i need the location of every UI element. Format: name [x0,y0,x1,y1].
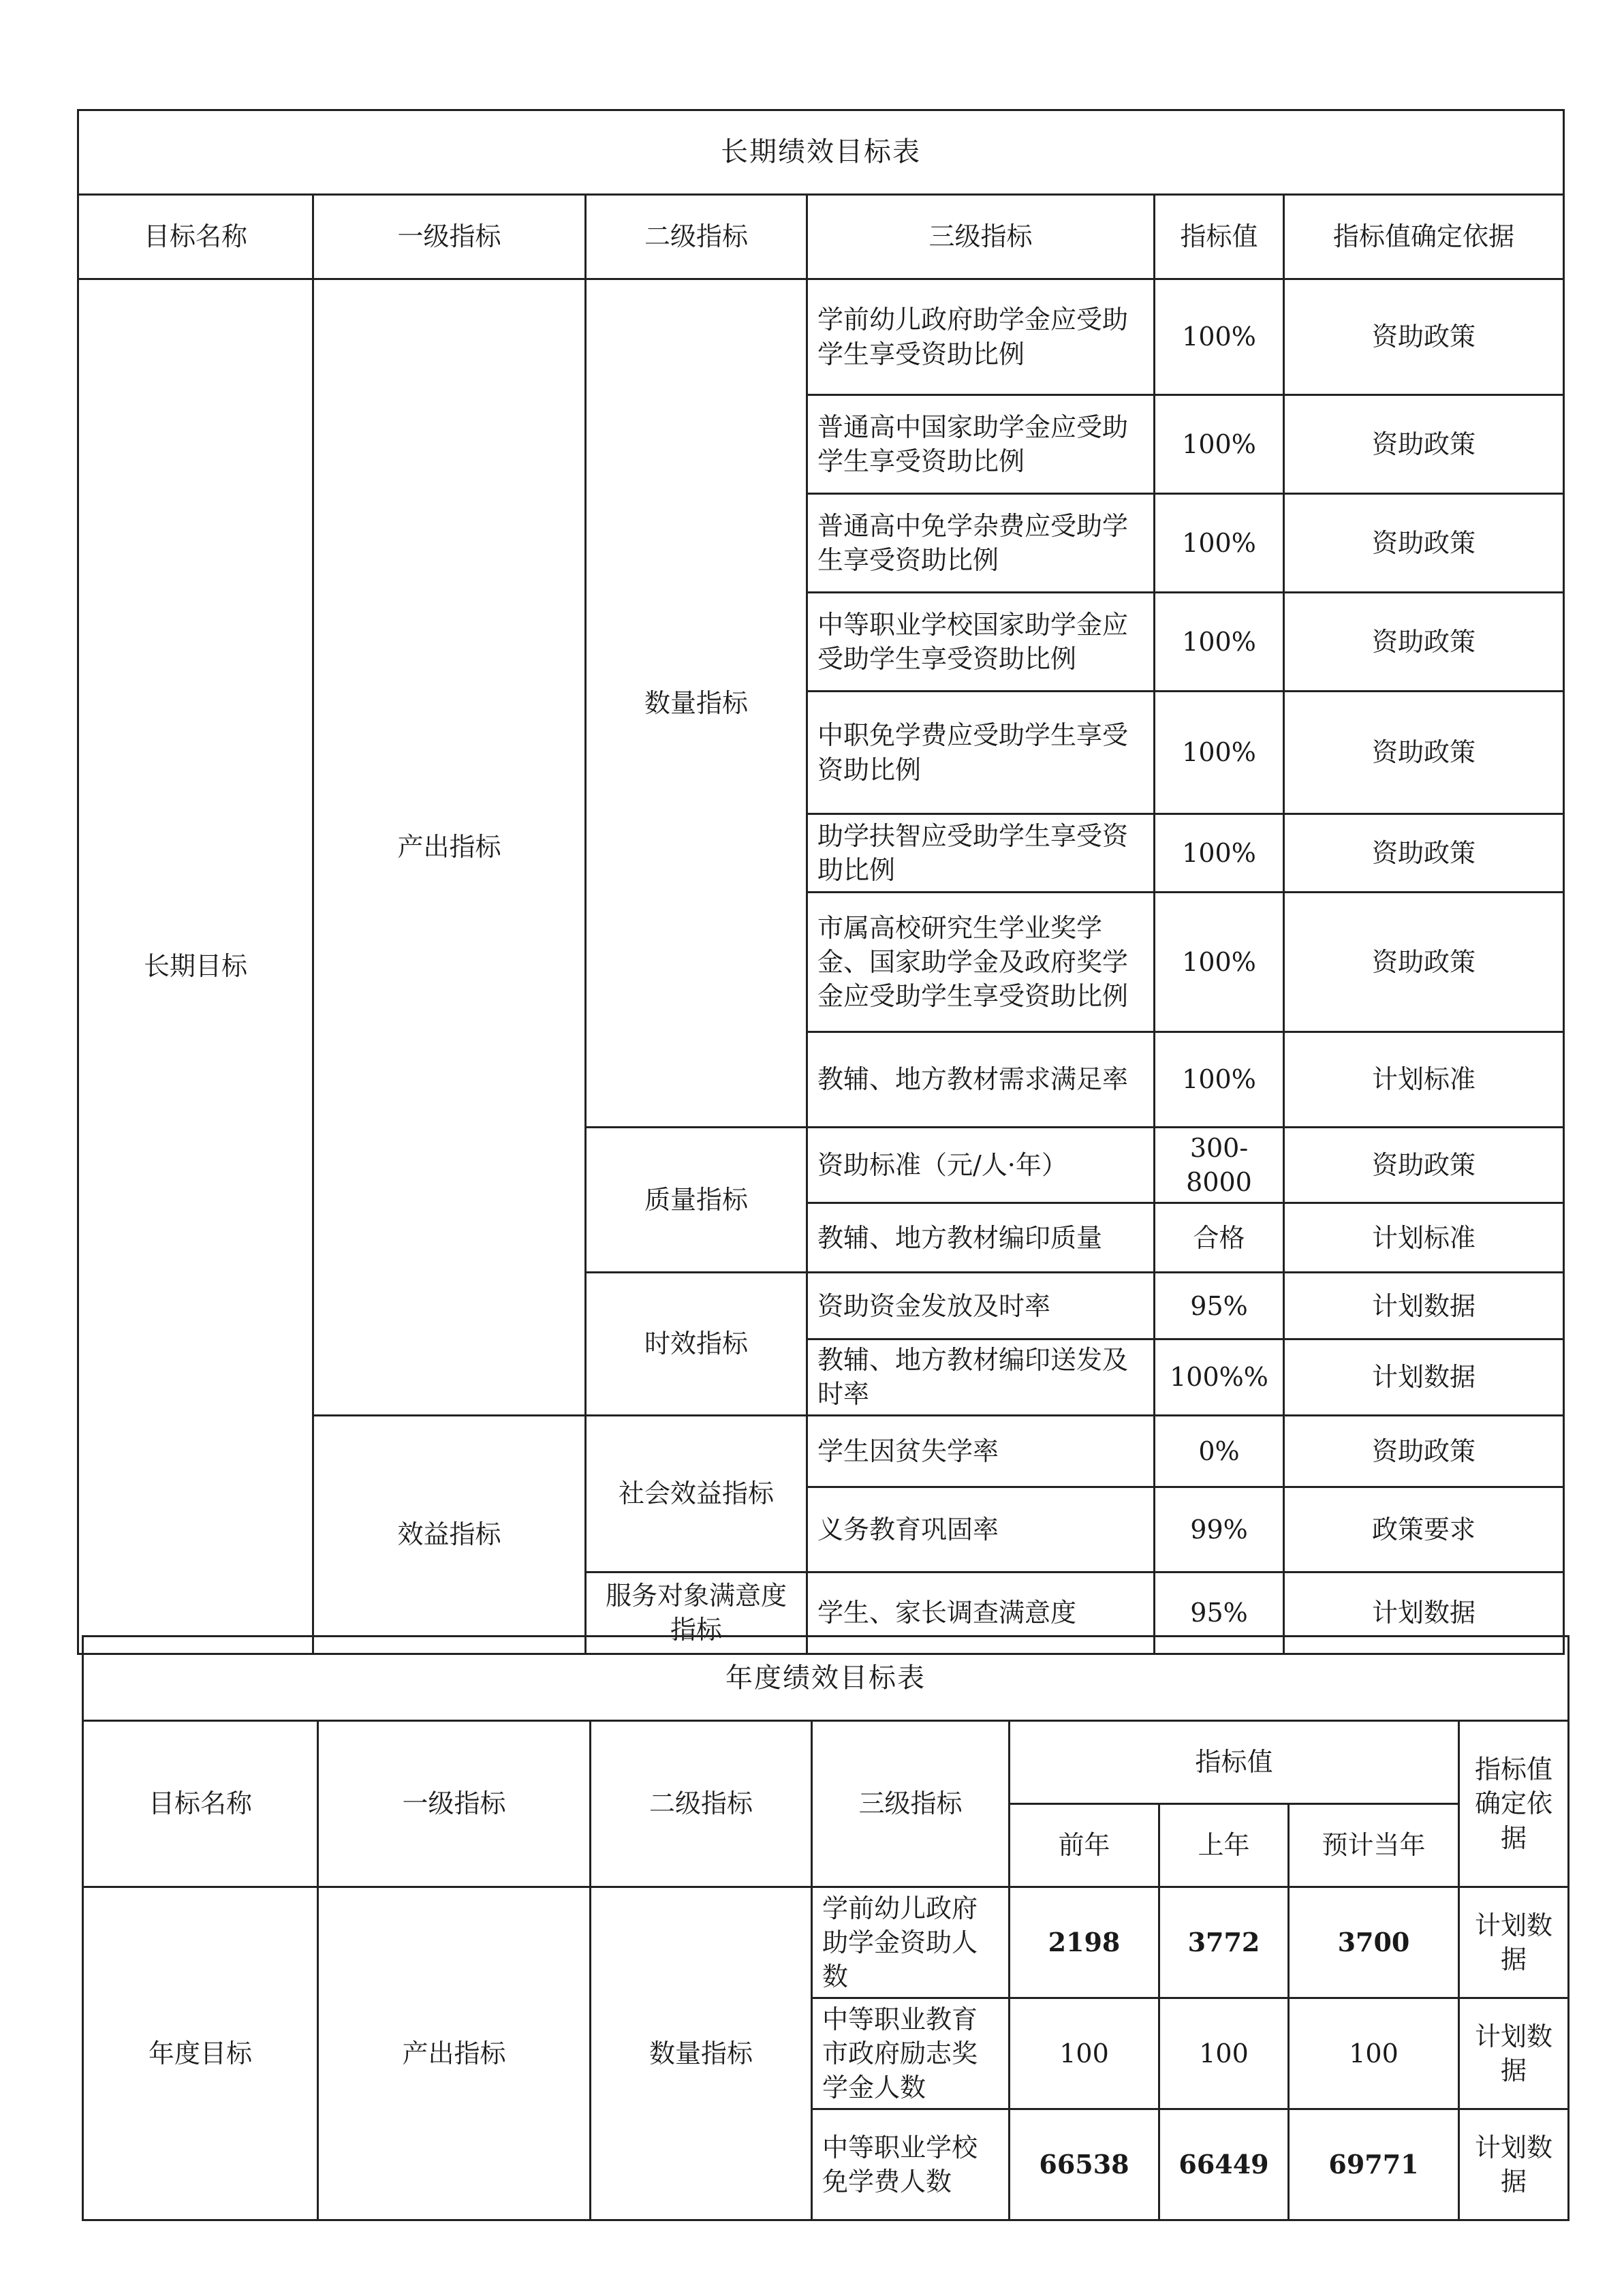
level3-cell: 普通高中免学杂费应受助学生享受资助比例 [807,494,1155,593]
basis-cell: 计划数据 [1284,1339,1564,1415]
this-year-cell: 3700 [1289,1887,1459,1998]
long-term-goal-table [77,109,1565,1655]
basis-cell: 资助政策 [1284,1415,1564,1487]
level3-cell: 中等职业学校免学费人数 [812,2109,1010,2220]
value-cell: 0% [1155,1415,1284,1487]
value-cell: 95% [1155,1572,1284,1654]
annual-table-title: 年度绩效目标表 [83,1637,1569,1721]
level3-cell: 资助标准（元/人·年） [807,1128,1155,1203]
basis-cell: 计划标准 [1284,1203,1564,1273]
basis-cell: 资助政策 [1284,893,1564,1032]
level3-cell: 资助资金发放及时率 [807,1273,1155,1339]
value-cell: 100% [1155,279,1284,395]
value-cell: 100% [1155,893,1284,1032]
level3-cell: 学生、家长调查满意度 [807,1572,1155,1654]
annual-level2-cell: 数量指标 [591,1887,812,2220]
header-level1: 一级指标 [318,1721,591,1887]
header-last-year: 上年 [1159,1804,1289,1887]
header-level2: 二级指标 [591,1721,812,1887]
annual-goal-table [82,1635,1570,2221]
basis-cell: 计划数据 [1459,1998,1569,2109]
value-cell: 100% [1155,814,1284,893]
level2-social-benefit-cell: 社会效益指标 [586,1415,807,1572]
level3-cell: 学前幼儿政府助学金资助人数 [812,1887,1010,1998]
value-cell: 100%% [1155,1339,1284,1415]
this-year-cell: 100 [1289,1998,1459,2109]
basis-cell: 计划数据 [1284,1273,1564,1339]
this-year-cell: 69771 [1289,2109,1459,2220]
value-cell: 100% [1155,494,1284,593]
table-row [83,1887,1569,1998]
value-cell: 100% [1155,692,1284,814]
level3-cell: 学前幼儿政府助学金应受助学生享受资助比例 [807,279,1155,395]
annual-goal-name-cell: 年度目标 [83,1887,318,2220]
header-level3: 三级指标 [812,1721,1010,1887]
prev-year-cell: 66538 [1010,2109,1159,2220]
header-level2: 二级指标 [586,195,807,279]
basis-cell: 计划标准 [1284,1032,1564,1128]
goal-name-cell: 长期目标 [78,279,313,1654]
basis-cell: 资助政策 [1284,395,1564,494]
long-term-table-title: 长期绩效目标表 [78,110,1564,195]
value-cell: 95% [1155,1273,1284,1339]
basis-cell: 资助政策 [1284,814,1564,893]
value-cell: 合格 [1155,1203,1284,1273]
basis-cell: 资助政策 [1284,593,1564,692]
level3-cell: 义务教育巩固率 [807,1487,1155,1572]
value-cell: 100% [1155,593,1284,692]
header-goal-name: 目标名称 [78,195,313,279]
value-cell: 99% [1155,1487,1284,1572]
level2-satisfaction-cell: 服务对象满意度指标 [586,1572,807,1654]
value-cell: 100% [1155,395,1284,494]
level3-cell: 中职免学费应受助学生享受资助比例 [807,692,1155,814]
last-year-cell: 66449 [1159,2109,1289,2220]
prev-year-cell: 2198 [1010,1887,1159,1998]
level3-cell: 教辅、地方教材需求满足率 [807,1032,1155,1128]
basis-cell: 计划数据 [1459,2109,1569,2220]
header-level1: 一级指标 [313,195,586,279]
header-this-year: 预计当年 [1289,1804,1459,1887]
basis-cell: 计划数据 [1284,1572,1564,1654]
header-basis: 指标值确定依据 [1284,195,1564,279]
basis-cell: 资助政策 [1284,692,1564,814]
basis-cell: 资助政策 [1284,494,1564,593]
level3-cell: 教辅、地方教材编印送发及时率 [807,1339,1155,1415]
level1-benefit-cell: 效益指标 [313,1415,586,1654]
value-cell: 100% [1155,1032,1284,1128]
header-prev-year: 前年 [1010,1804,1159,1887]
header-value-group: 指标值 [1010,1721,1459,1804]
level3-cell: 中等职业学校国家助学金应受助学生享受资助比例 [807,593,1155,692]
header-level3: 三级指标 [807,195,1155,279]
level2-quantity-cell: 数量指标 [586,279,807,1128]
level3-cell: 普通高中国家助学金应受助学生享受资助比例 [807,395,1155,494]
basis-cell: 政策要求 [1284,1487,1564,1572]
level3-cell: 学生因贫失学率 [807,1415,1155,1487]
table-row [78,279,1564,395]
level2-quality-cell: 质量指标 [586,1128,807,1273]
header-basis: 指标值确定依据 [1459,1721,1569,1887]
level2-timeliness-cell: 时效指标 [586,1273,807,1415]
prev-year-cell: 100 [1010,1998,1159,2109]
level1-output-cell: 产出指标 [313,279,586,1416]
basis-cell: 计划数据 [1459,1887,1569,1998]
annual-level1-cell: 产出指标 [318,1887,591,2220]
level3-cell: 教辅、地方教材编印质量 [807,1203,1155,1273]
header-goal-name: 目标名称 [83,1721,318,1887]
last-year-cell: 3772 [1159,1887,1289,1998]
last-year-cell: 100 [1159,1998,1289,2109]
basis-cell: 资助政策 [1284,1128,1564,1203]
header-value: 指标值 [1155,195,1284,279]
level3-cell: 助学扶智应受助学生享受资助比例 [807,814,1155,893]
value-cell: 300-8000 [1155,1128,1284,1203]
level3-cell: 中等职业教育市政府励志奖学金人数 [812,1998,1010,2109]
basis-cell: 资助政策 [1284,279,1564,395]
level3-cell: 市属高校研究生学业奖学金、国家助学金及政府奖学金应受助学生享受资助比例 [807,893,1155,1032]
